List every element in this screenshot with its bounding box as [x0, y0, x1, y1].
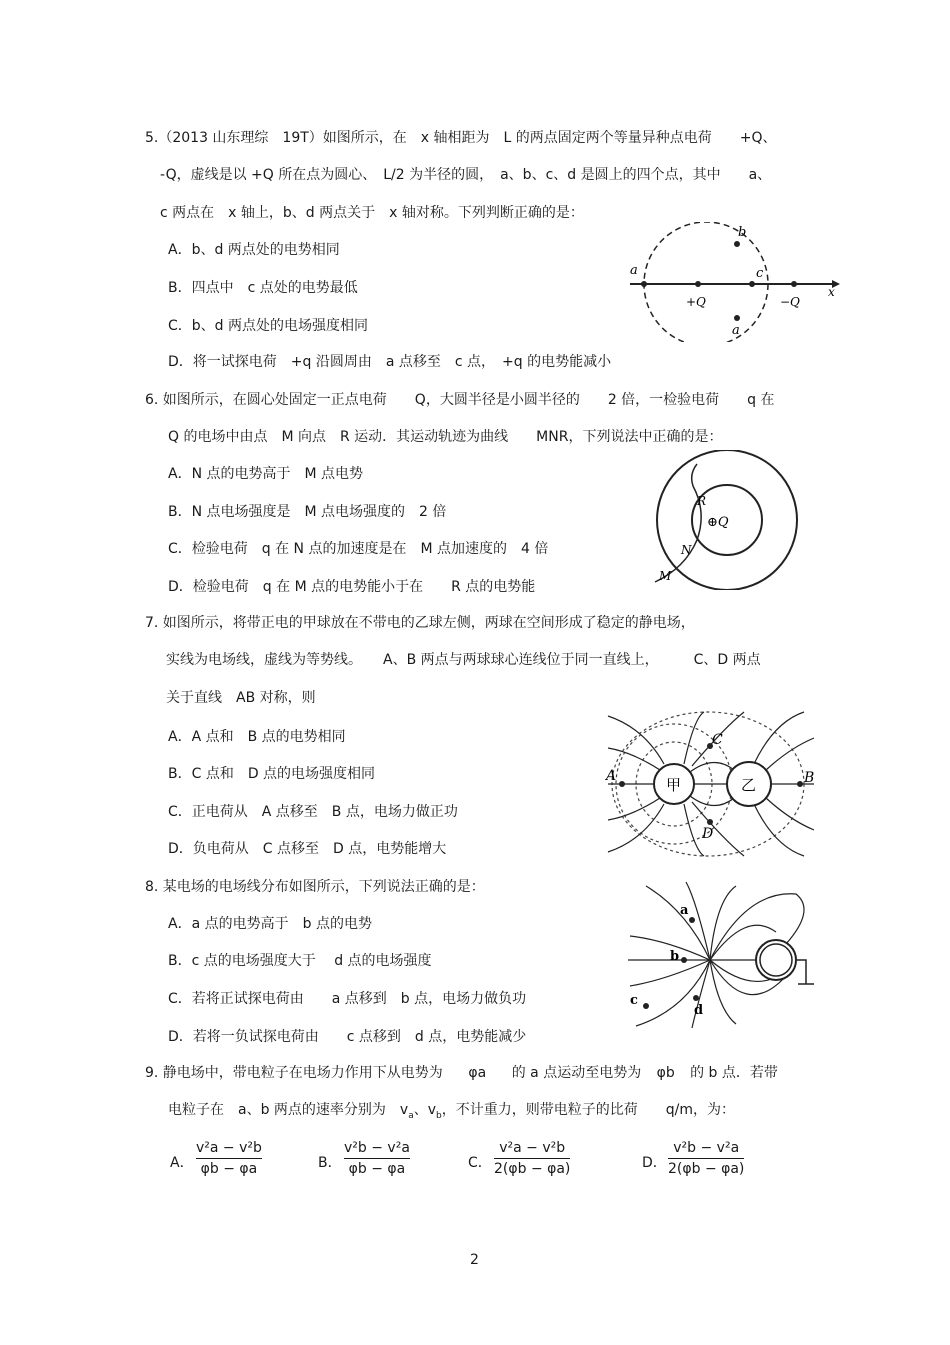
q8-option-b: B．c 点的电场强度大于 d 点的电场强度 [168, 953, 432, 969]
q5-line2: -Q，虚线是以 +Q 所在点为圆心、 L/2 为半径的圆， a、b、c、d 是圆上的四个点，其中 a、 [160, 167, 772, 183]
q7-figure [604, 708, 816, 860]
q9-line2: 电粒子在 a、b 两点的速率分别为 $v_a$、$v_b$，不计重力，则带电粒子的比荷 q/m，为： [168, 1102, 735, 1121]
q9-option-b: B． v²b − v²a φb − φa [318, 1140, 410, 1177]
q5-label-a: a [630, 263, 638, 278]
q9-option-d-numerator: v²b − v²a [673, 1140, 740, 1156]
q5-option-d: D．将一试探电荷 +q 沿圆周由 a 点移至 c 点， +q 的电势能减小 [168, 354, 612, 370]
q7-line1: 7. 如图所示，将带正电的甲球放在不带电的乙球左侧，两球在空间形成了稳定的静电场， [145, 615, 695, 631]
q6-option-c: C．检验电荷 q 在 N 点的加速度是在 M 点加速度的 4 倍 [168, 541, 549, 557]
q9-phi-a: φa [468, 1065, 487, 1081]
q7-label-d: D [702, 826, 714, 842]
q5-label-x: x [828, 285, 835, 299]
q8-label-d: d [694, 1003, 704, 1018]
q9-option-a: A． v²a − v²b φb − φa [170, 1140, 262, 1177]
q7-option-d: D．负电荷从 C 点移至 D 点，电势能增大 [168, 841, 447, 857]
q9-phi-b: φb [656, 1065, 675, 1081]
q8-label-a: a [680, 903, 689, 918]
q5-label-minus-q: −Q [780, 295, 800, 309]
q5-option-b: B．四点中 c 点处的电势最低 [168, 280, 358, 296]
q8-label-b: b [670, 949, 680, 964]
q8-figure [626, 880, 822, 1030]
q8-option-c: C．若将正试探电荷由 a 点移到 b 点，电场力做负功 [168, 991, 527, 1007]
q6-option-d: D．检验电荷 q 在 M 点的电势能小于在 R 点的电势能 [168, 579, 536, 595]
q8-line1: 8. 某电场的电场线分布如图所示，下列说法正确的是： [145, 879, 485, 895]
q7-option-c: C．正电荷从 A 点移至 B 点，电场力做正功 [168, 804, 458, 820]
q5-label-c: c [756, 266, 764, 281]
q5-figure [620, 222, 840, 342]
q7-option-a: A．A 点和 B 点的电势相同 [168, 729, 346, 745]
q6-label-r: R [697, 494, 707, 508]
page-number: 2 [470, 1252, 479, 1268]
q5-option-c: C．b、d 两点处的电场强度相同 [168, 318, 368, 334]
q7-label-b: B [804, 770, 815, 786]
q7-label-jia: 甲 [666, 776, 682, 794]
q7-line2: 实线为电场线，虚线为等势线。 A、B 两点与两球球心连线位于同一直线上， C、D 两点 [166, 652, 761, 668]
q6-label-q: ⊕Q [707, 515, 729, 530]
q6-option-a: A．N 点的电势高于 M 点电势 [168, 466, 364, 482]
q9-option-a-numerator: v²a − v²b [196, 1140, 262, 1156]
q5-label-d: a [732, 323, 740, 338]
q9-option-c-denominator: 2(φb − φa) [494, 1161, 571, 1177]
q6-trajectory [655, 464, 701, 582]
q9-option-d-denominator: 2(φb − φa) [668, 1161, 745, 1177]
q6-line2: Q 的电场中由点 M 向点 R 运动．其运动轨迹为曲线 MNR，下列说法中正确的是： [168, 429, 723, 445]
q5-label-b: b [738, 225, 747, 240]
q7-line3: 关于直线 AB 对称，则 [166, 690, 316, 706]
q9-option-a-denominator: φb − φa [200, 1161, 258, 1177]
q8-ground-icon [796, 960, 814, 984]
q8-label-c: c [630, 993, 638, 1008]
q5-line3: c 两点在 x 轴上，b、d 两点关于 x 轴对称。下列判断正确的是： [160, 205, 584, 221]
q5-option-a: A．b、d 两点处的电势相同 [168, 242, 340, 258]
q6-line1: 6. 如图所示，在圆心处固定一正点电荷 Q，大圆半径是小圆半径的 2 倍，一检验电荷 q 在 [145, 392, 775, 408]
q8-option-d: D．若将一负试探电荷由 c 点移到 d 点，电势能减少 [168, 1029, 527, 1045]
q9-option-d: D． v²b − v²a 2(φb − φa) [642, 1140, 745, 1177]
q9-option-c-numerator: v²a − v²b [499, 1140, 566, 1156]
q9-option-b-numerator: v²b − v²a [344, 1140, 410, 1156]
q5-label-plus-q: +Q [686, 295, 706, 309]
q9-option-b-denominator: φb − φa [348, 1161, 406, 1177]
q7-label-yi: 乙 [741, 776, 757, 794]
q7-label-c: C [712, 732, 723, 748]
q8-option-a: A．a 点的电势高于 b 点的电势 [168, 916, 372, 932]
q6-figure [645, 450, 805, 590]
q6-option-b: B．N 点电场强度是 M 点电场强度的 2 倍 [168, 504, 447, 520]
q6-label-n: N [681, 543, 692, 557]
q7-label-a: A [606, 768, 617, 784]
q7-option-b: B．C 点和 D 点的电场强度相同 [168, 766, 376, 782]
q9-line1: 9. 静电场中，带电粒子在电场力作用下从电势为 φa 的 a 点运动至电势为 φb 的 b 点．若带 [145, 1065, 778, 1081]
q5-dashed-circle [644, 222, 768, 342]
q9-option-c: C． v²a − v²b 2(φb − φa) [468, 1140, 571, 1177]
q5-line1: 5.（2013 山东理综 19T）如图所示，在 x 轴相距为 L 的两点固定两个等量异种点电荷 +Q、 [145, 130, 777, 146]
q8-conductor-sphere [756, 940, 796, 980]
q6-label-m: M [659, 569, 672, 583]
